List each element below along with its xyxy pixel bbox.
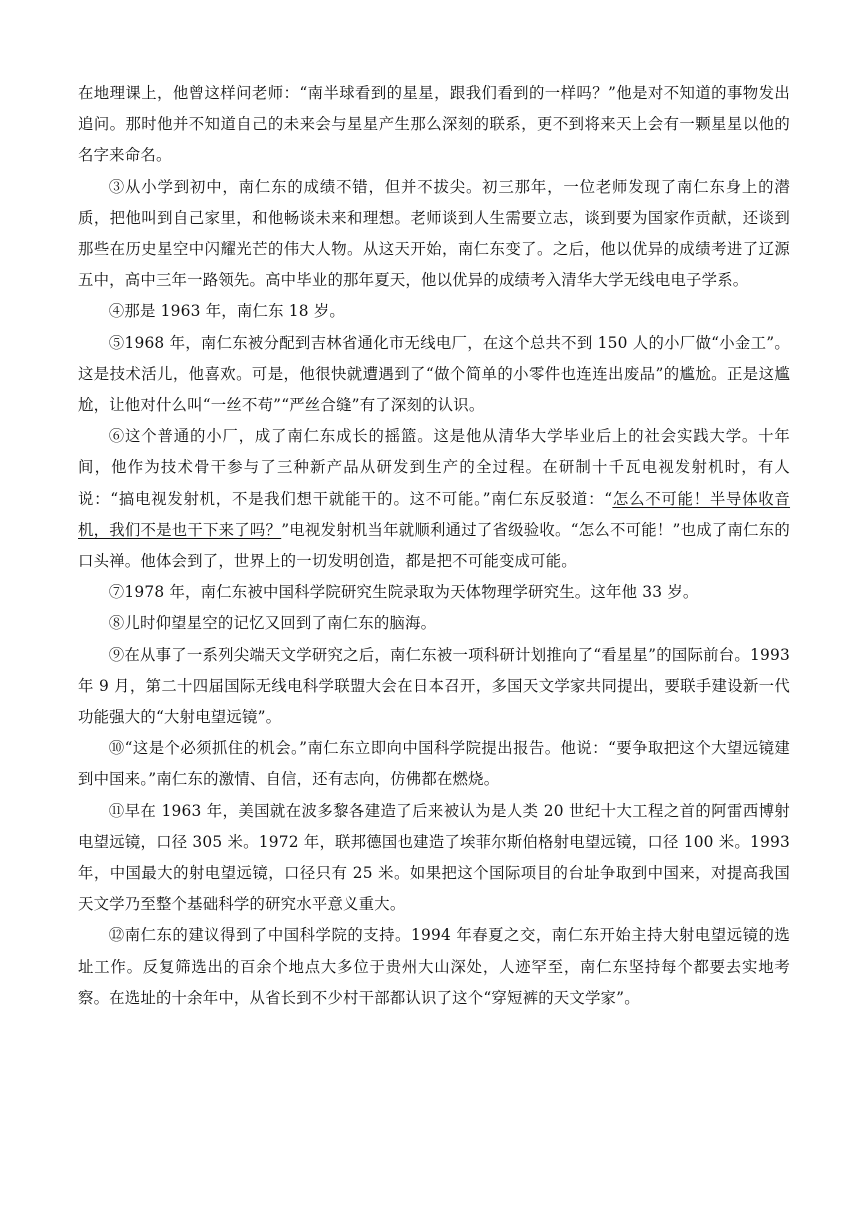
paragraph-8: ⑧儿时仰望星空的记忆又回到了南仁东的脑海。 [108, 614, 437, 633]
paragraph-11: ⑪早在 1963 年，美国就在波多黎各建造了后来被认为是人类 20 世纪十大工程之首的阿雷西博射电望远镜，口径 305 米。1972 年，联邦德国也建造了埃菲尔斯伯格射电望远镜，口径 100 米。1993 年，中国最大的射电望远镜，口径只有 25 米。如果把这个国际项目的台址争取到中国来，对提高我国天文学乃至整个基础科学的研究水平意义重大。 [78, 801, 790, 914]
underlined-quote: 怎么不可能！半导体收音机，我们不是也干下来了吗？ [78, 489, 791, 539]
document-page [78, 78, 790, 1014]
paragraph-5: ⑤1968 年，南仁东被分配到吉林省通化市无线电厂，在这个总共不到 150 人的小厂做“小金工”。这是技术活儿，他喜欢。可是，他很快就遭遇到了“做个简单的小零件也连连出废品”的尴尬。正是这尴尬，让他对什么叫“一丝不苟”“严丝合缝”有了深刻的认识。 [78, 333, 790, 415]
paragraph-3: ③从小学到初中，南仁东的成绩不错，但并不拔尖。初三那年，一位老师发现了南仁东身上的潜质，把他叫到自己家里，和他畅谈未来和理想。老师谈到人生需要立志，谈到要为国家作贡献，还谈到那些在历史星空中闪耀光芒的伟大人物。从这天开始，南仁东变了。之后，他以优异的成绩考进了辽源五中，高中三年一路领先。高中毕业的那年夏天，他以优异的成绩考入清华大学无线电电子学系。 [78, 177, 790, 290]
paragraph-4: ④那是 1963 年，南仁东 18 岁。 [108, 302, 346, 321]
paragraph-9: ⑨在从事了一系列尖端天文学研究之后，南仁东被一项科研计划推向了“看星星”的国际前台。1993 年 9 月，第二十四届国际无线电科学联盟大会在日本召开，多国天文学家共同提出，要联手建设新一代功能强大的“大射电望远镜”。 [78, 645, 790, 727]
paragraph-6 [78, 421, 790, 577]
paragraph-7: ⑦1978 年，南仁东被中国科学院研究生院录取为天体物理学研究生。这年他 33 岁。 [108, 583, 699, 602]
paragraph-6-text-after: ”电视发射机当年就顺利通过了省级验收。“怎么不可能！”也成了南仁东的口头禅。他体会到了，世界上的一切发明创造，都是把不可能变成可能。 [78, 520, 790, 571]
paragraph-continued: 在地理课上，他曾这样问老师：“南半球看到的星星，跟我们看到的一样吗？”他是对不知道的事物发出追问。那时他并不知道自己的未来会与星星产生那么深刻的联系，更不到将来天上会有一颗星星以他的名字来命名。 [78, 84, 790, 165]
paragraph-6-text-before: ⑥这个普通的小厂，成了南仁东成长的摇篮。这是他从清华大学毕业后上的社会实践大学。十年间，他作为技术骨干参与了三种新产品从研发到生产的全过程。在研制十千瓦电视发射机时，有人说：“搞电视发射机，不是我们想干就能干的。这不可能。”南仁东反驳道：“ [78, 427, 790, 508]
paragraph-10: ⑩“这是个必须抓住的机会。”南仁东立即向中国科学院提出报告。他说：“要争取把这个大望远镜建到中国来。”南仁东的激情、自信，还有志向，仿佛都在燃烧。 [78, 739, 790, 789]
paragraph-12: ⑫南仁东的建议得到了中国科学院的支持。1994 年春夏之交，南仁东开始主持大射电望远镜的选址工作。反复筛选出的百余个地点大多位于贵州大山深处，人迹罕至，南仁东坚持每个都要去实地考察。在选址的十余年中，从省长到不少村干部都认识了这个“穿短裤的天文学家”。 [78, 926, 790, 1007]
